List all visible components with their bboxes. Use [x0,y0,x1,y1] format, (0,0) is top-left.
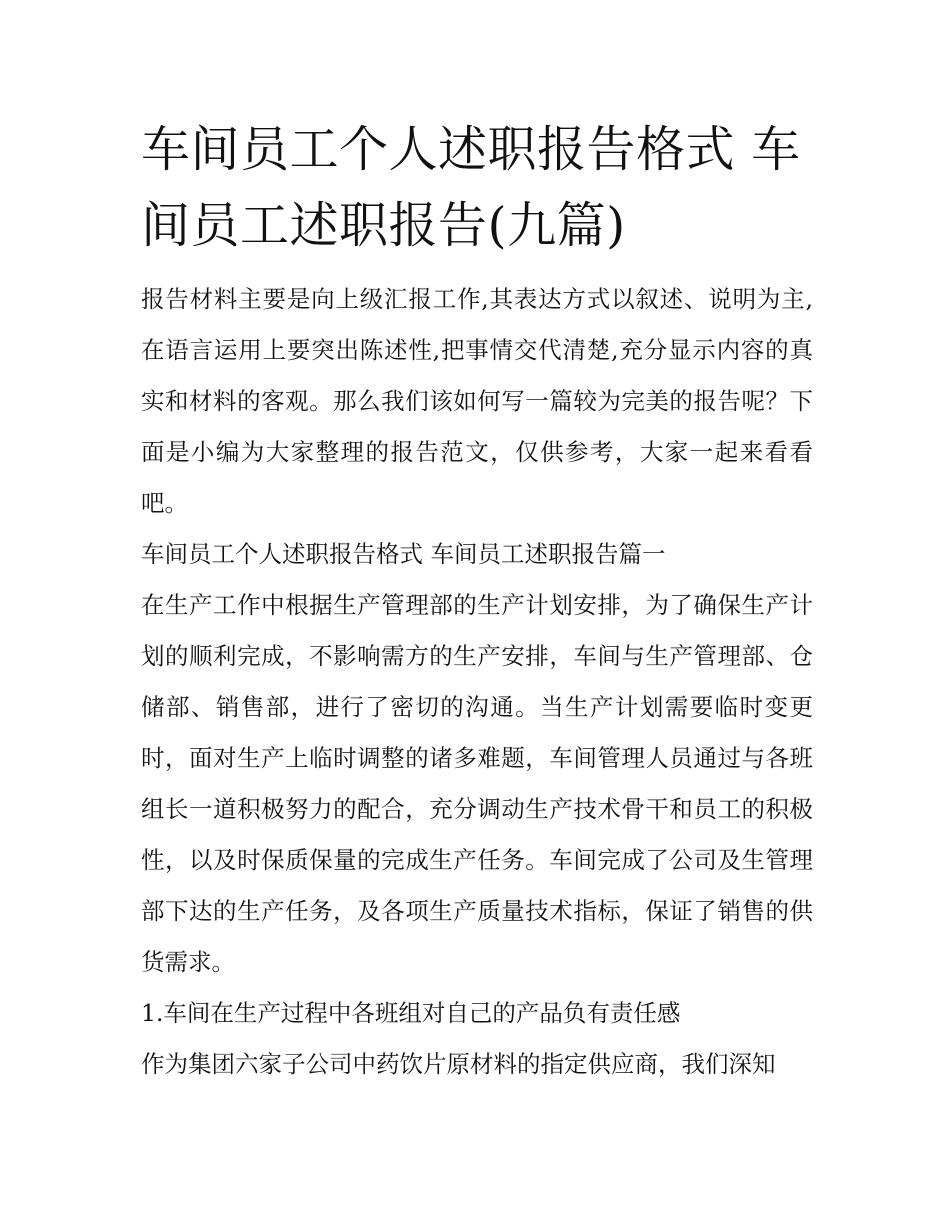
numbered-point: 1.车间在生产过程中各班组对自己的产品负有责任感 [141,999,681,1027]
document-content [141,112,813,1090]
intro-paragraph: 报告材料主要是向上级汇报工作,其表达方式以叙述、说明为主,在语言运用上要突出陈述性,把事情交代清楚,充分显示内容的真实和材料的客观。那么我们该如何写一篇较为完美的报告呢？下面是小编为大家整理的报告范文，仅供参考，大家一起来看看吧。 [141,285,813,517]
body-paragraph: 作为集团六家子公司中药饮片原材料的指定供应商，我们深知 [141,1050,776,1078]
document-title: 车间员工个人述职报告格式 车间员工述职报告(九篇) [141,121,801,254]
document-body [141,274,813,1090]
body-paragraph: 在生产工作中根据生产管理部的生产计划安排，为了确保生产计划的顺利完成，不影响需方的生产安排，车间与生产管理部、仓储部、销售部，进行了密切的沟通。当生产计划需要临时变更时，面对生产上临时调整的诸多难题，车间管理人员通过与各班组长一道积极努力的配合，充分调动生产技术骨干和员工的积极性，以及时保质保量的完成生产任务。车间完成了公司及生管理部下达的生产任务，及各项生产质量技术指标，保证了销售的供货需求。 [141,591,813,976]
section-heading: 车间员工个人述职报告格式 车间员工述职报告篇一 [141,540,666,568]
